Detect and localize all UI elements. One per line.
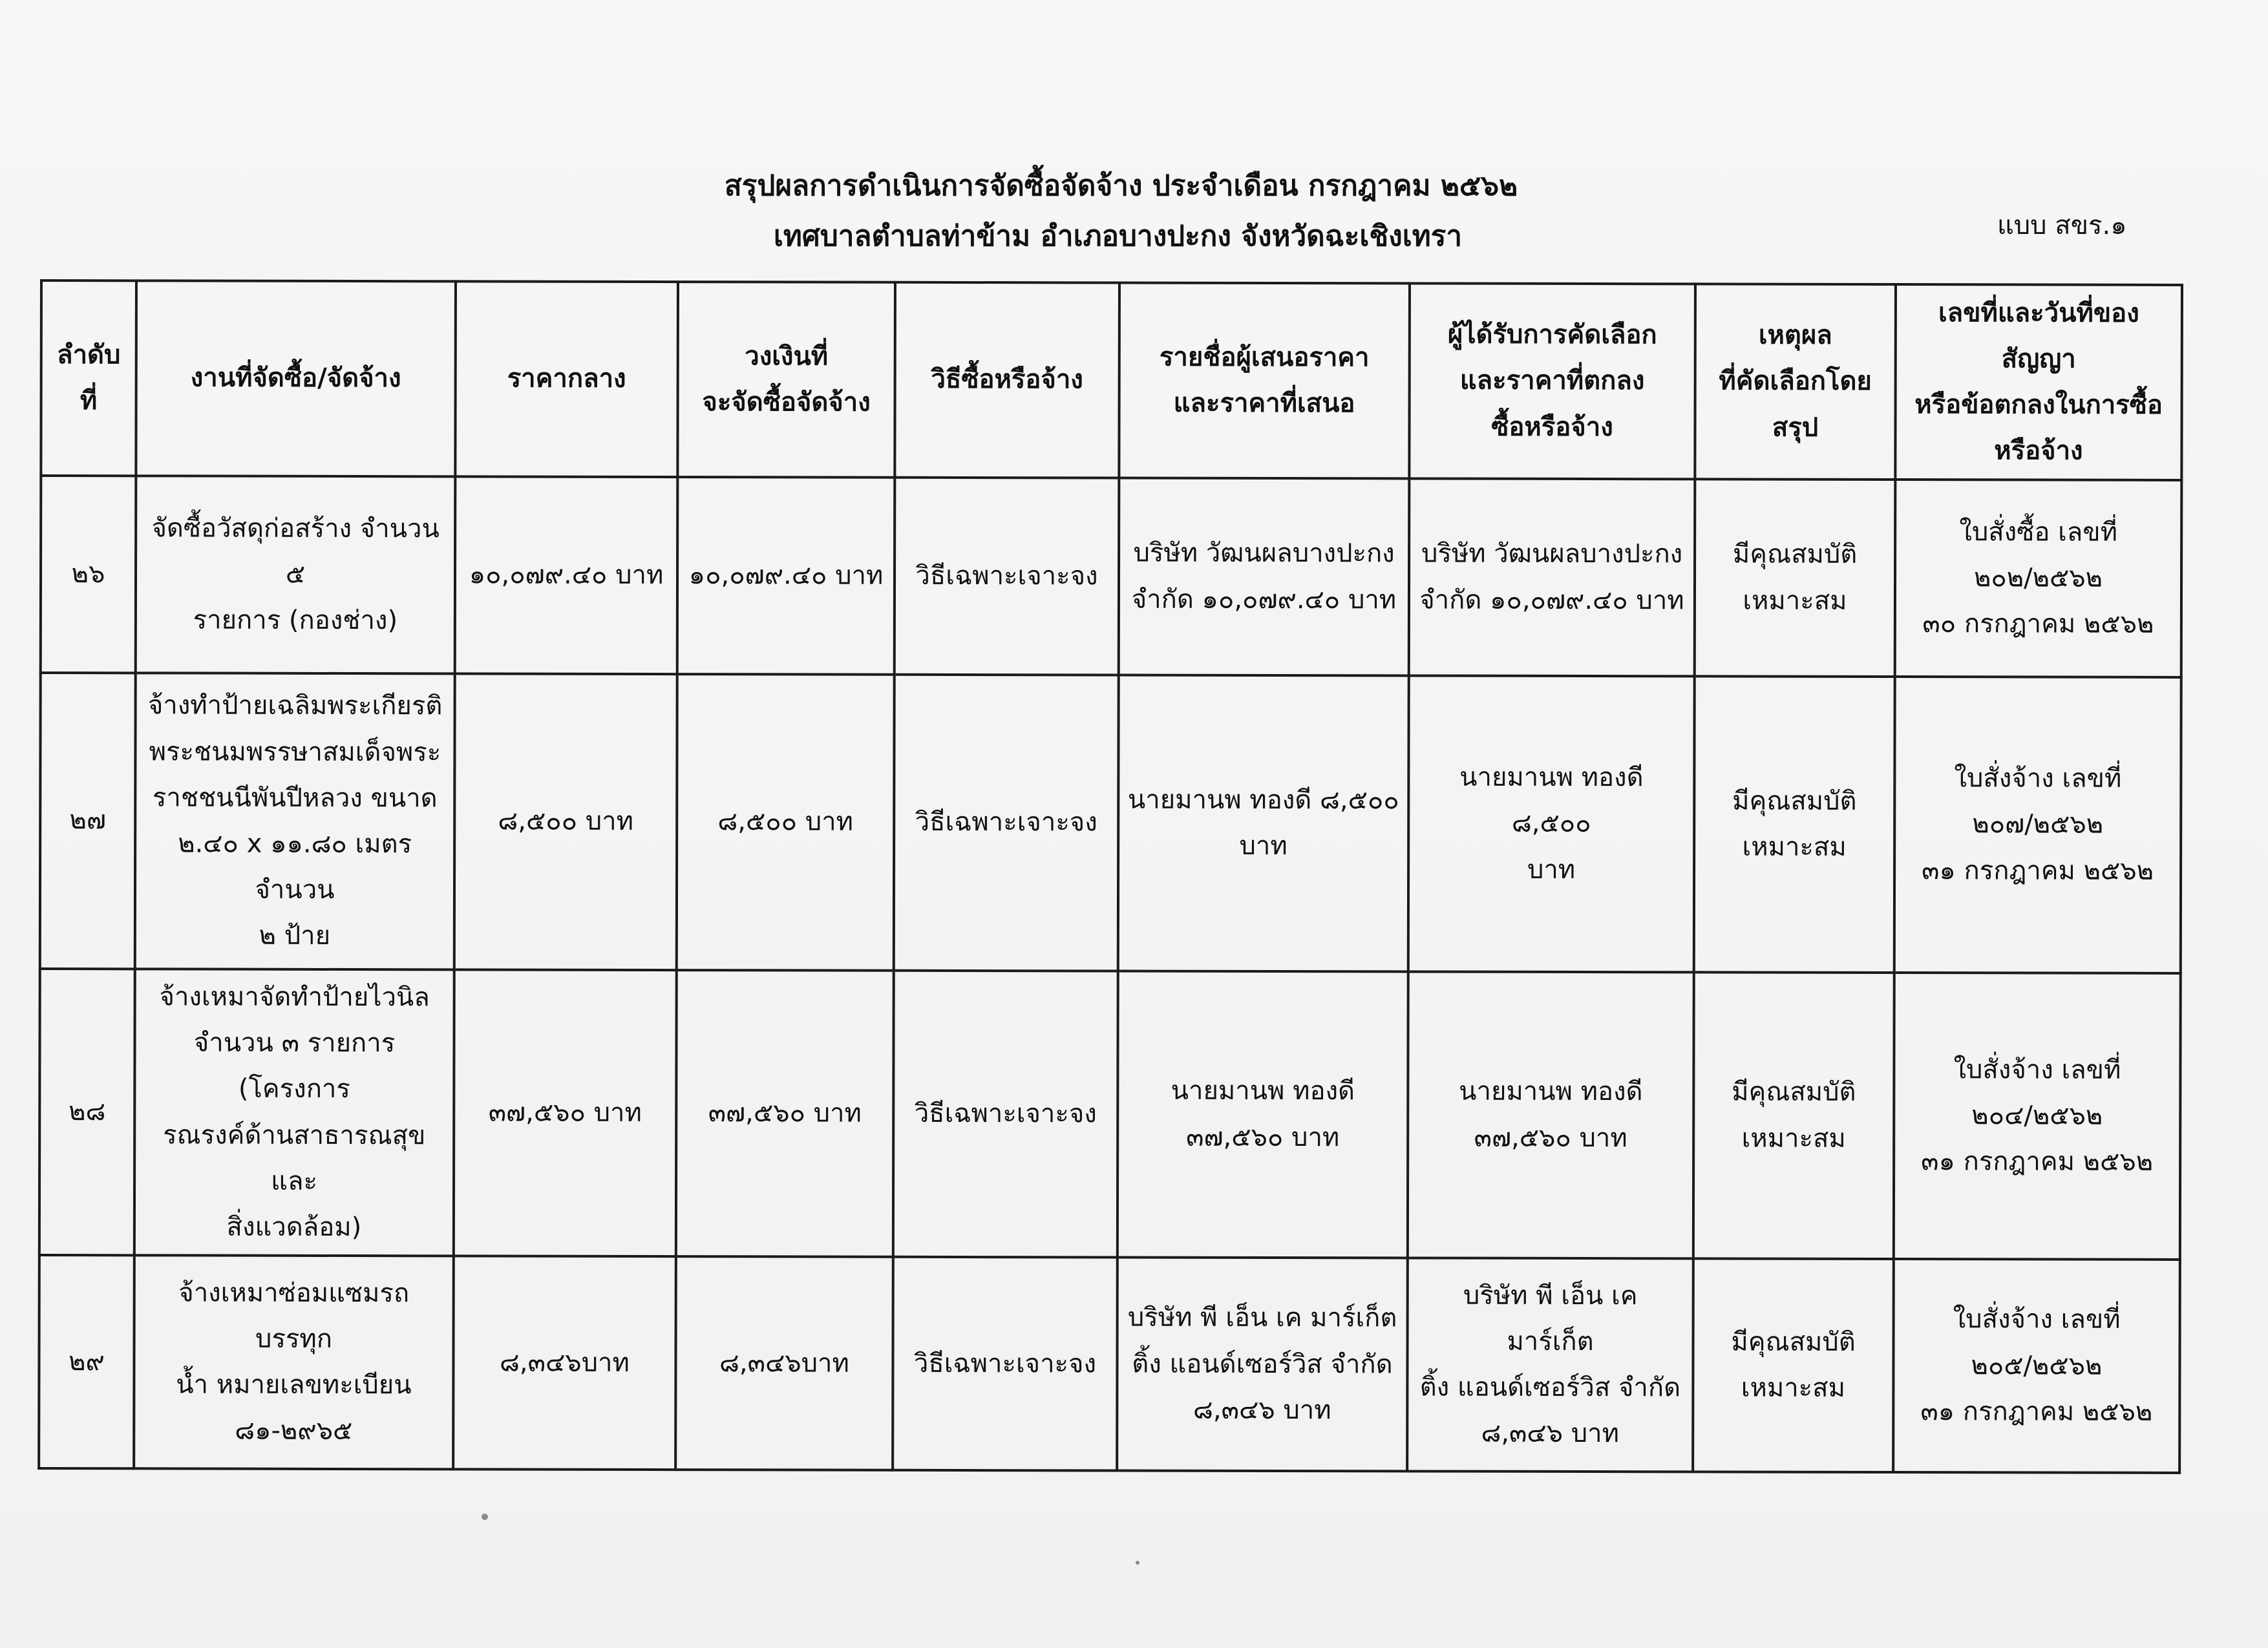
cell-reason: มีคุณสมบัติ เหมาะสม xyxy=(1694,676,1895,973)
cell-budget: ๘,๓๔๖บาท xyxy=(675,1256,893,1470)
cell-no: ๒๗ xyxy=(40,673,136,969)
table-row xyxy=(40,673,2181,973)
header-reason: เหตุผล ที่คัดเลือกโดยสรุป xyxy=(1695,284,1896,480)
cell-selected: นายมานพ ทองดี ๓๗,๕๖๐ บาท xyxy=(1408,971,1694,1258)
cell-budget: ๑๐,๐๗๙.๔๐ บาท xyxy=(677,477,895,675)
cell-work: จ้างเหมาซ่อมแซมรถบรรทุก น้ำ หมายเลขทะเบียน ๘๑-๒๙๖๕ xyxy=(134,1255,454,1469)
header-method: วิธีซื้อหรือจ้าง xyxy=(895,282,1119,478)
cell-selected: บริษัท พี เอ็น เค มาร์เก็ต ติ้ง แอนด์เซอร์วิส จำกัด ๘,๓๔๖ บาท xyxy=(1407,1258,1693,1472)
cell-method: วิธีเฉพาะเจาะจง xyxy=(895,478,1119,675)
cell-method: วิธีเฉพาะเจาะจง xyxy=(893,971,1118,1258)
cell-contract: ใบสั่งจ้าง เลขที่ ๒๐๔/๒๕๖๒ ๓๑ กรกฎาคม ๒๕๖๒ xyxy=(1894,973,2181,1260)
cell-median-price: ๓๗,๕๖๐ บาท xyxy=(454,969,677,1256)
cell-work: จ้างทำป้ายเฉลิมพระเกียรติ พระชนมพรรษาสมเด็จพระ ราชชนนีพันปีหลวง ขนาด ๒.๔๐ x ๑๑.๘๐ เมตร จำนวน ๒ ป้าย xyxy=(135,673,455,969)
cell-method: วิธีเฉพาะเจาะจง xyxy=(893,1257,1118,1471)
header-selected: ผู้ได้รับการคัดเลือก และราคาที่ตกลง ซื้อหรือจ้าง xyxy=(1409,283,1695,479)
cell-reason: มีคุณสมบัติ เหมาะสม xyxy=(1695,479,1896,677)
cell-bidders: นายมานพ ทองดี ๘,๕๐๐ บาท xyxy=(1118,675,1409,971)
cell-no: ๒๙ xyxy=(39,1255,134,1468)
procurement-table xyxy=(37,279,2183,1474)
table-row xyxy=(39,969,2181,1260)
cell-work: จัดซื้อวัสดุก่อสร้าง จำนวน ๕ รายการ (กองช่าง) xyxy=(136,476,456,673)
cell-contract: ใบสั่งจ้าง เลขที่ ๒๐๗/๒๕๖๒ ๓๑ กรกฎาคม ๒๕๖๒ xyxy=(1894,677,2181,973)
cell-contract: ใบสั่งจ้าง เลขที่ ๒๐๕/๒๕๖๒ ๓๑ กรกฎาคม ๒๕๖๒ xyxy=(1893,1259,2180,1473)
cell-reason: มีคุณสมบัติ เหมาะสม xyxy=(1693,1258,1894,1472)
cell-budget: ๘,๕๐๐ บาท xyxy=(677,674,895,971)
cell-selected: นายมานพ ทองดี ๘,๕๐๐ บาท xyxy=(1408,675,1695,972)
table-row xyxy=(39,1255,2180,1473)
cell-no: ๒๘ xyxy=(39,969,135,1255)
table-header-row xyxy=(41,280,2182,480)
header-contract: เลขที่และวันที่ของสัญญา หรือข้อตกลงในการซื้อ หรือจ้าง xyxy=(1895,284,2182,480)
cell-selected: บริษัท วัฒนผลบางปะกง จำกัด ๑๐,๐๗๙.๔๐ บาท xyxy=(1409,478,1695,676)
cell-bidders: บริษัท พี เอ็น เค มาร์เก็ต ติ้ง แอนด์เซอร์วิส จำกัด ๘,๓๔๖ บาท xyxy=(1117,1258,1408,1472)
form-code: แบบ สขร.๑ xyxy=(1997,211,2127,240)
cell-bidders: บริษัท วัฒนผลบางปะกง จำกัด ๑๐,๐๗๙.๔๐ บาท xyxy=(1119,478,1410,675)
cell-work: จ้างเหมาจัดทำป้ายไวนิล จำนวน ๓ รายการ (โครงการ รณรงค์ด้านสาธารณสุขและ สิ่งแวดล้อม) xyxy=(134,969,454,1256)
header-median-price: ราคากลาง xyxy=(455,281,678,477)
cell-median-price: ๑๐,๐๗๙.๔๐ บาท xyxy=(455,476,678,674)
cell-bidders: นายมานพ ทองดี ๓๗,๕๖๐ บาท xyxy=(1118,971,1408,1258)
cell-budget: ๓๗,๕๖๐ บาท xyxy=(676,970,894,1257)
cell-method: วิธีเฉพาะเจาะจง xyxy=(894,675,1119,971)
cell-median-price: ๘,๕๐๐ บาท xyxy=(454,673,677,970)
header-no: ลำดับที่ xyxy=(41,280,136,476)
header-budget: วงเงินที่ จะจัดซื้อจัดจ้าง xyxy=(677,282,895,478)
cell-contract: ใบสั่งซื้อ เลขที่ ๒๐๒/๒๕๖๒ ๓๐ กรกฎาคม ๒๕๖๒ xyxy=(1895,480,2182,677)
scan-speck xyxy=(482,1514,488,1520)
header-bidders: รายชื่อผู้เสนอราคา และราคาที่เสนอ xyxy=(1119,282,1410,478)
header-work: งานที่จัดซื้อ/จัดจ้าง xyxy=(136,280,456,476)
cell-median-price: ๘,๓๔๖บาท xyxy=(453,1256,676,1470)
document-title: สรุปผลการดำเนินการจัดซื้อจัดจ้าง ประจำเดือน กรกฎาคม ๒๕๖๒ xyxy=(724,169,1518,202)
scan-speck xyxy=(1136,1561,1139,1565)
cell-no: ๒๖ xyxy=(41,476,136,673)
table-row xyxy=(41,476,2182,677)
document-subtitle: เทศบาลตำบลท่าข้าม อำเภอบางปะกง จังหวัดฉะเชิงเทรา xyxy=(773,220,1463,253)
cell-reason: มีคุณสมบัติ เหมาะสม xyxy=(1693,972,1894,1259)
